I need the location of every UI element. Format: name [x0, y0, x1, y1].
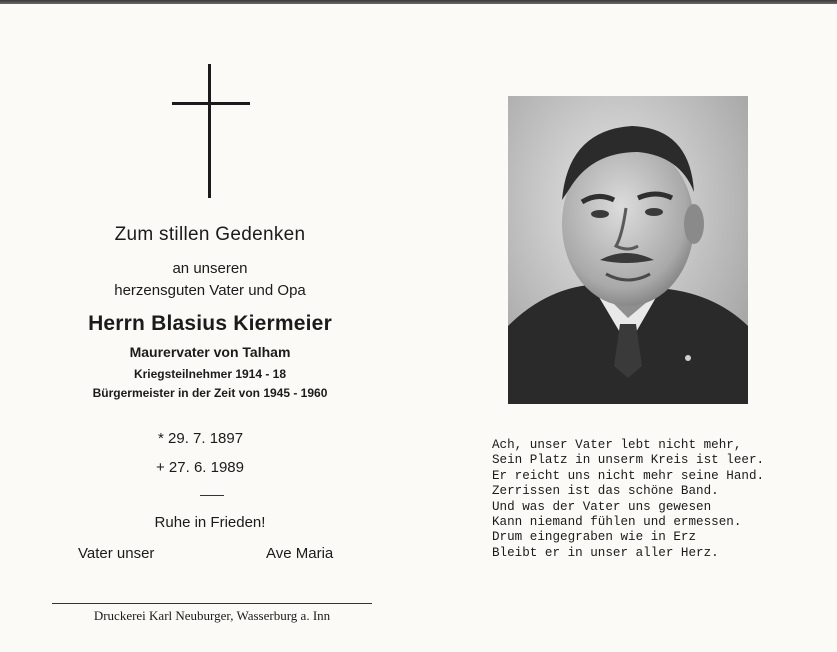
- poem-line: Sein Platz in unserm Kreis ist leer.: [492, 453, 765, 468]
- poem-line: Ach, unser Vater lebt nicht mehr,: [492, 438, 742, 452]
- footer-rule: [52, 603, 372, 604]
- mayor-office: Bürgermeister in der Zeit von 1945 - 1960: [92, 386, 328, 400]
- poem-line: Drum eingegraben wie in Erz: [492, 530, 697, 545]
- printer-credit: Druckerei Karl Neuburger, Wasserburg a. Inn: [93, 608, 331, 623]
- portrait-photo: [508, 96, 748, 404]
- divider: [200, 495, 224, 496]
- deceased-name: Herrn Blasius Kiermeier: [88, 312, 332, 335]
- poem-line: Er reicht uns nicht mehr seine Hand.: [492, 468, 765, 483]
- poem-line: Zerrissen ist das schöne Band.: [492, 484, 719, 499]
- military-service: Kriegsteilnehmer 1914 - 18: [133, 367, 287, 381]
- dedication-line-2: herzensguten Vater und Opa: [114, 282, 306, 299]
- prayer-our-father: Vater unser: [78, 545, 155, 562]
- memorial-poem: [492, 438, 822, 561]
- poem-line: Und was der Vater uns gewesen: [492, 499, 712, 514]
- occupation: Maurervater von Talham: [129, 344, 291, 360]
- memorial-heading: Zum stillen Gedenken: [114, 224, 306, 245]
- dedication-line-1: an unseren: [172, 260, 248, 277]
- death-date: + 27. 6. 1989: [156, 459, 244, 476]
- poem-line: Bleibt er in unser aller Herz.: [492, 545, 719, 560]
- poem-line: Kann niemand fühlen und ermessen.: [492, 515, 742, 530]
- prayer-hail-mary: Ave Maria: [266, 545, 334, 562]
- birth-date: * 29. 7. 1897: [158, 430, 244, 447]
- cross-icon: [172, 64, 250, 198]
- rest-in-peace: Ruhe in Frieden!: [154, 514, 266, 531]
